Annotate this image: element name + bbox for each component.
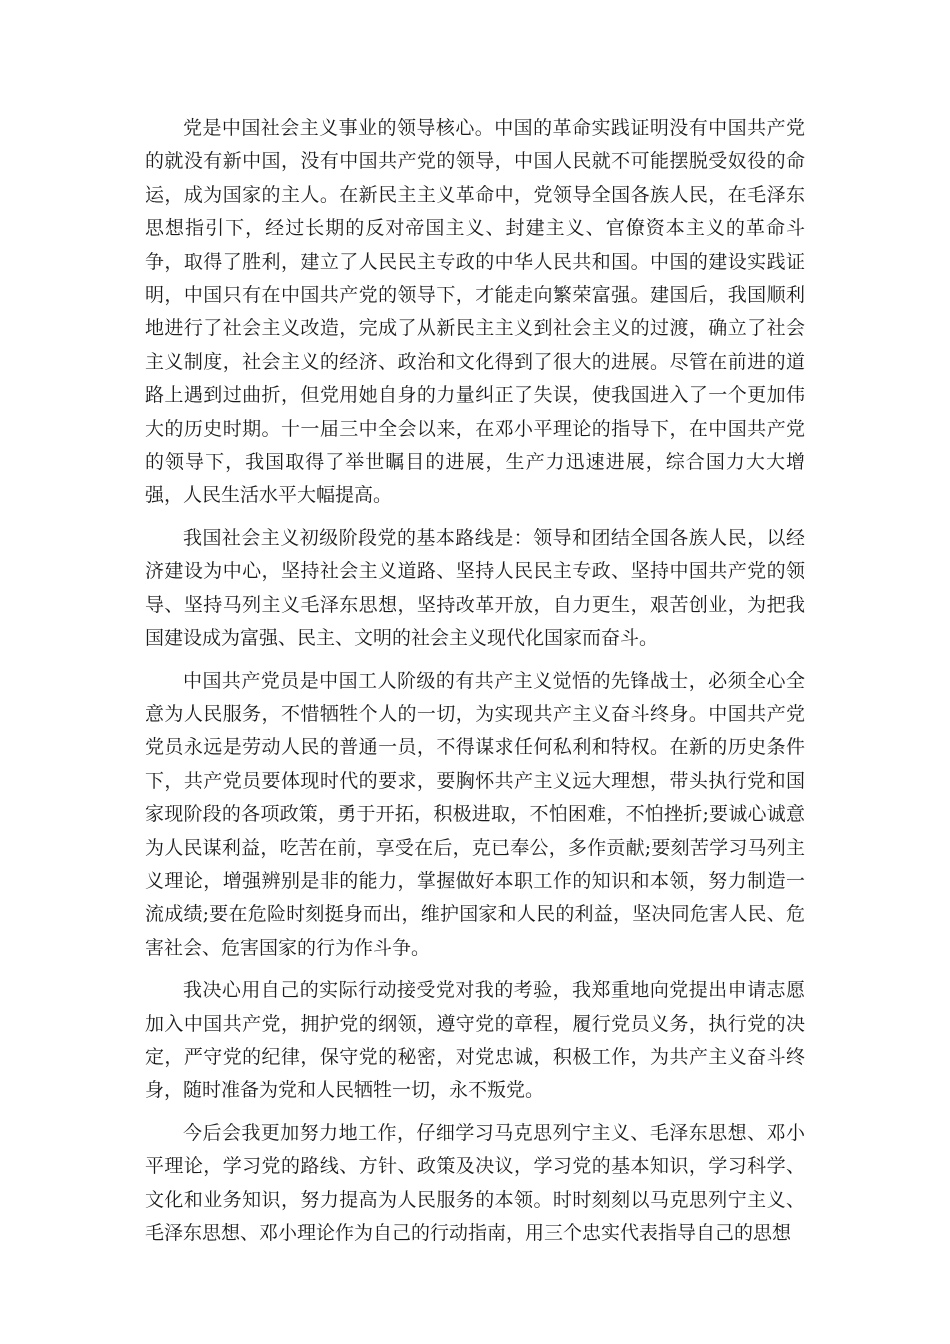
paragraph-party-member-duties: 中国共产党员是中国工人阶级的有共产主义觉悟的先锋战士，必须全心全意为人民服务，不惜牺牲个人的一切，为实现共产主义奋斗终身。中国共产党党员永远是劳动人民的普通一员，不得谋求任何私利和特权。在新的历史条件下，共产党员要体现时代的要求，要胸怀共产主义远大理想，带头执行党和国家现阶段的各项政策，勇于开拓，积极进取，不怕困难，不怕挫折;要诚心诚意为人民谋利益，吃苦在前，享受在后，克已奉公，多作贡献;要刻苦学习马列主义理论，增强辨别是非的能力，掌握做好本职工作的知识和本领，努力制造一流成绩;要在危险时刻挺身而出，维护国家和人民的利益，坚决同危害人民、危害社会、危害国家的行为作斗争。 <box>145 669 805 959</box>
paragraph-future-commitment: 今后会我更加努力地工作，仔细学习马克思列宁主义、毛泽东思想、邓小平理论，学习党的路线、方针、政策及决议，学习党的基本知识，学习科学、文化和业务知识，努力提高为人民服务的本领。时时刻刻以马克思列宁主义、毛泽东思想、邓小理论作为自己的行动指南，用三个忠实代表指导自己的思想 <box>145 1121 805 1244</box>
paragraph-party-leadership-core: 党是中国社会主义事业的领导核心。中国的革命实践证明没有中国共产党的就没有新中国，没有中国共产党的领导，中国人民就不可能摆脱受奴役的命运，成为国家的主人。在新民主主义革命中，党领导全国各族人民，在毛泽东思想指引下，经过长期的反对帝国主义、封建主义、官僚资本主义的革命斗争，取得了胜利，建立了人民民主专政的中华人民共和国。中国的建设实践证明，中国只有在中国共产党的领导下，才能走向繁荣富强。建国后，我国顺利地进行了社会主义改造，完成了从新民主主义到社会主义的过渡，确立了社会主义制度，社会主义的经济、政治和文化得到了很大的进展。尽管在前进的道路上遇到过曲折，但党用她自身的力量纠正了失误，使我国进入了一个更加伟大的历史时期。十一届三中全会以来，在邓小平理论的指导下，在中国共产党的领导下，我国取得了举世瞩目的进展，生产力迅速进展，综合国力大大增强，人民生活水平大幅提高。 <box>145 117 805 507</box>
document-body <box>145 112 805 1259</box>
paragraph-basic-line: 我国社会主义初级阶段党的基本路线是：领导和团结全国各族人民，以经济建设为中心，坚持社会主义道路、坚持人民民主专政、坚持中国共产党的领导、坚持马列主义毛泽东思想，坚持改革开放，自力更生，艰苦创业，为把我国建设成为富强、民主、文明的社会主义现代化国家而奋斗。 <box>145 526 805 650</box>
paragraph-application-pledge: 我决心用自己的实际行动接受党对我的考验，我郑重地向党提出申请志愿加入中国共产党，拥护党的纲领，遵守党的章程，履行党员义务，执行党的决定，严守党的纪律，保守党的秘密，对党忠诚，积极工作，为共产主义奋斗终身，随时准备为党和人民牺牲一切，永不叛党。 <box>145 979 805 1102</box>
